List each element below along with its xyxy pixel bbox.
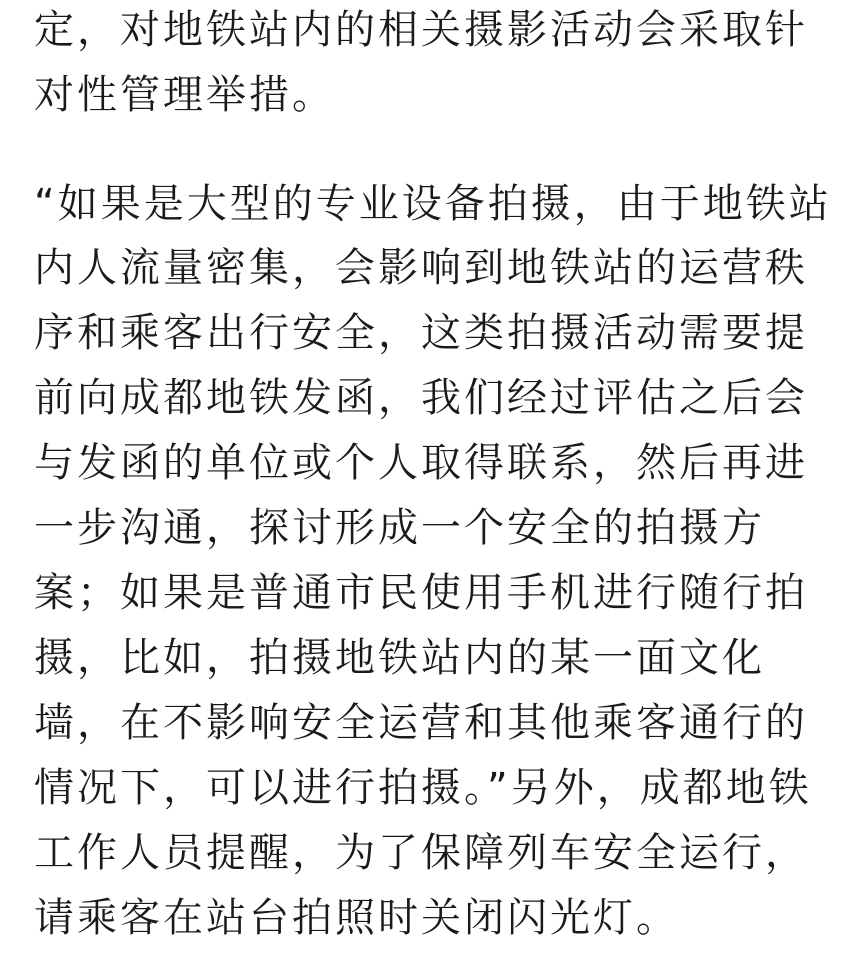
text-line: 内人流量密集，会影响到地铁站的运营秩 <box>34 245 808 291</box>
text-line: “如果是大型的专业设备拍摄，由于地铁站 <box>34 181 832 227</box>
text-line: 摄，比如，拍摄地铁站内的某一面文化 <box>34 635 765 681</box>
text-line: 工作人员提醒，为了保障列车安全运行， <box>34 830 808 876</box>
text-line: 序和乘客出行安全，这类拍摄活动需要提 <box>34 310 808 356</box>
text-line: 一步沟通，探讨形成一个安全的拍摄方 <box>34 505 765 551</box>
text-line: 对性管理举措。 <box>34 72 335 118</box>
text-line: 请乘客在站台拍照时关闭闪光灯。 <box>34 895 679 941</box>
text-line: 与发函的单位或个人取得联系，然后再进 <box>34 440 808 486</box>
text-line: 前向成都地铁发函，我们经过评估之后会 <box>34 375 808 421</box>
text-line: 案；如果是普通市民使用手机进行随行拍 <box>34 570 808 616</box>
text-line: 墙，在不影响安全运营和其他乘客通行的 <box>34 700 808 746</box>
text-line: 定，对地铁站内的相关摄影活动会采取针 <box>34 7 808 53</box>
text-line: 情况下，可以进行拍摄。”另外，成都地铁 <box>34 765 812 811</box>
